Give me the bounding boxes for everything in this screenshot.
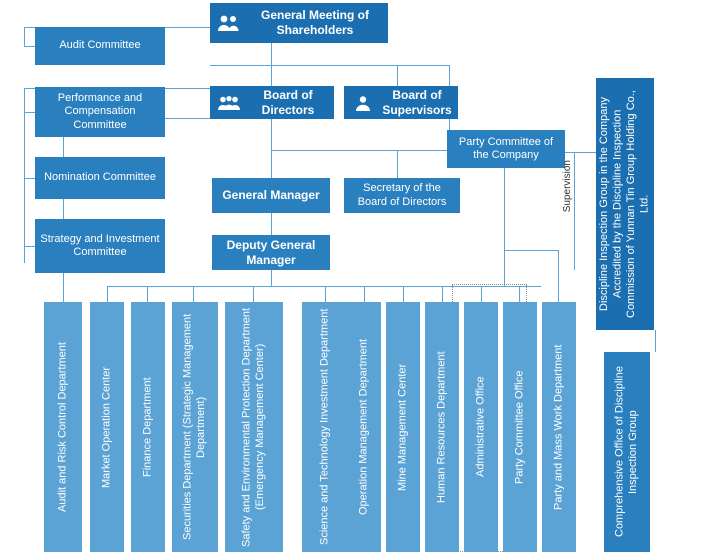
dept-mine-management-center[interactable] [386,302,420,552]
dept-audit-and-risk-control-department[interactable] [44,302,82,552]
node-strategy-and-investment-committee[interactable] [35,219,165,273]
connector [325,286,326,302]
node-label: General Meeting of Shareholders [260,8,370,37]
node-label: Comprehensive Office of Discipline Inspection Group [613,366,639,538]
node-label: Performance and Compensation Committee [57,91,143,131]
node-performance-and-compensation-committee[interactable] [35,87,165,137]
connector [397,150,398,178]
node-discipline-inspection-group[interactable] [596,78,654,330]
connector [24,46,35,47]
connector [271,213,272,235]
node-label: Mine Management Center [396,363,409,491]
node-label: Science and Technology Investment Department [318,308,331,546]
node-label: Party Committee of the Company [458,135,554,161]
connector [271,118,272,178]
dept-securities-department[interactable] [172,302,218,552]
node-comprehensive-office-of-discipline-inspection-group[interactable] [604,352,650,552]
node-label: Board of Supervisors [382,87,452,117]
node-label: Strategy and Investment Committee [40,232,160,258]
connector [24,88,25,263]
node-label: Party Committee Office [513,370,526,484]
node-label: General Manager [222,188,320,203]
node-general-meeting-of-shareholders[interactable] [210,3,388,43]
node-label: Finance Department [141,377,154,477]
node-label: Board of Directors [261,87,315,117]
dept-science-and-technology-investment-department[interactable] [302,302,348,552]
connector [561,152,597,153]
connector [403,286,404,302]
connector [24,112,35,113]
dept-party-and-mass-work-department[interactable] [542,302,576,552]
node-label: Discipline Inspection Group in the Company Accredited by the Discipline Inspection Commission of Yunnan Tin Group Holding Co., Ltd. [598,90,651,318]
connector [24,178,35,179]
dept-party-committee-office[interactable] [503,302,537,552]
dept-market-operation-center[interactable] [90,302,124,552]
connector [574,152,575,270]
node-label: Party and Mass Work Department [552,344,565,510]
dept-operation-management-department[interactable] [347,302,381,552]
node-label: Audit and Risk Control Department [56,342,69,512]
connector [504,250,558,251]
node-label: Market Operation Center [100,366,113,488]
connector [24,246,35,247]
connector [655,330,656,352]
connector [253,286,254,302]
connector [504,168,505,286]
dept-human-resources-department[interactable] [425,302,459,552]
connector [210,65,450,66]
node-label: Nomination Committee [44,171,156,184]
node-board-of-supervisors[interactable] [344,86,458,119]
connector [271,270,272,286]
node-board-of-directors[interactable] [210,86,334,119]
node-party-committee-of-the-company[interactable] [447,130,565,168]
connector [364,286,365,302]
dept-safety-and-environmental-protection-department[interactable] [225,302,283,552]
node-deputy-general-manager[interactable] [212,235,330,270]
board-directors-icon [216,90,242,116]
supervision-label: Supervision [562,160,573,213]
connector [271,150,449,151]
dept-finance-department[interactable] [131,302,165,552]
shareholders-icon [216,10,242,36]
node-label: Human Resources Department [435,351,448,503]
node-audit-committee[interactable] [35,27,165,65]
node-label: Securities Department (Strategic Management Department) [181,313,207,541]
connector [558,250,559,302]
node-label: Administrative Office [474,376,487,478]
connector [442,286,443,302]
node-label: Secretary of the Board of Directors [357,182,447,208]
node-label: Deputy General Manager [226,237,316,267]
node-secretary-of-the-board-of-directors[interactable] [344,178,460,213]
node-nomination-committee[interactable] [35,157,165,199]
node-label: Audit Committee [59,39,141,52]
connector [24,27,25,47]
connector [193,286,194,302]
connector [397,65,398,88]
connector [147,286,148,302]
node-general-manager[interactable] [212,178,330,213]
connector [63,118,64,302]
node-label: Operation Management Department [357,338,370,516]
connector [107,286,108,302]
node-label: Safety and Environmental Protection Department (Emergency Management Center) [240,307,266,547]
supervisor-icon [350,90,376,116]
dept-administrative-office[interactable] [464,302,498,552]
